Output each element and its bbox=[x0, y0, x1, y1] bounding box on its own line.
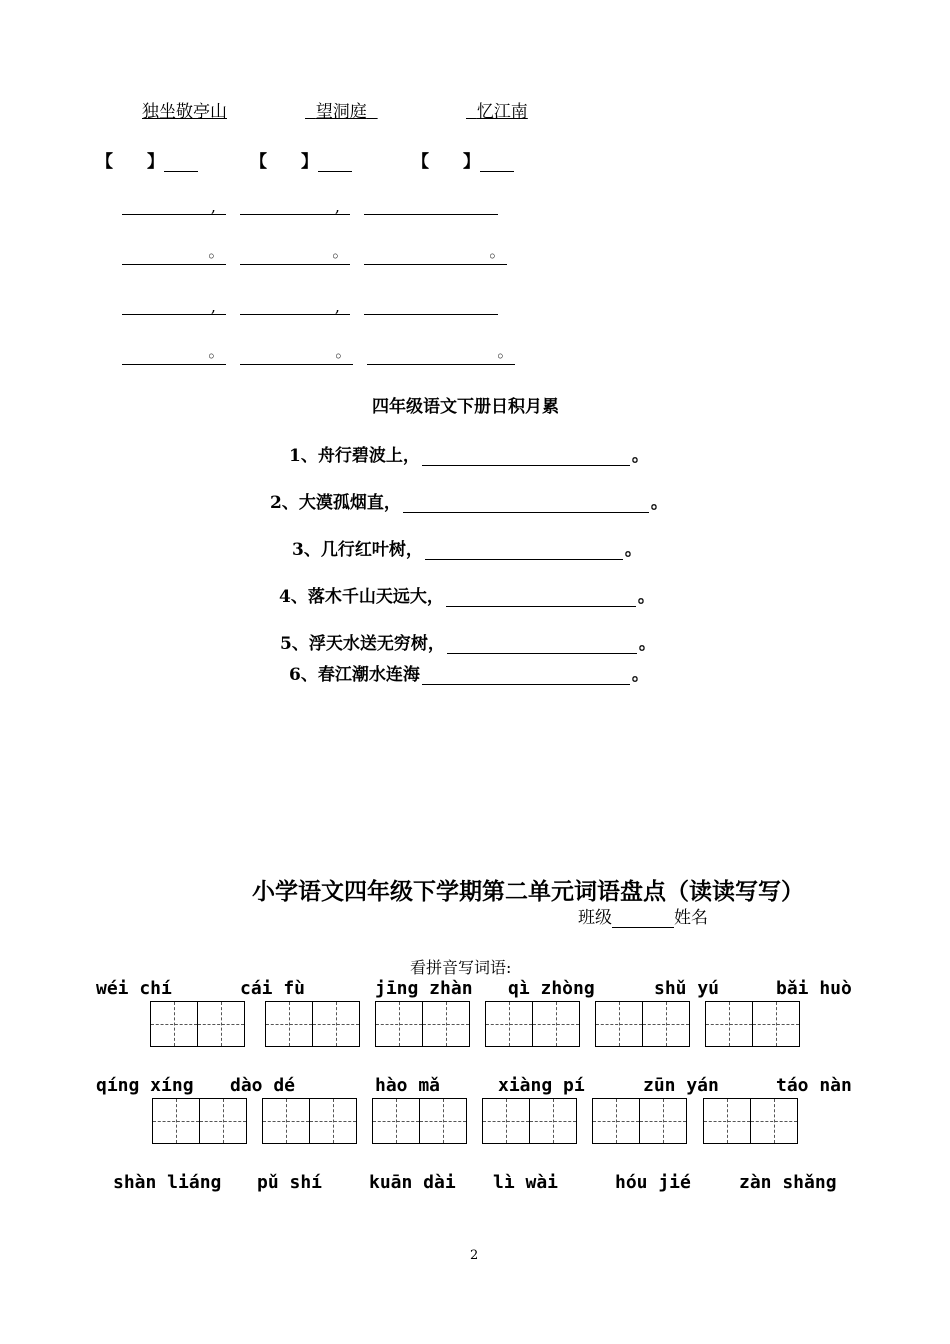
character-cell[interactable] bbox=[375, 1001, 423, 1047]
writing-box[interactable] bbox=[375, 1001, 470, 1047]
poem-blank[interactable]: , bbox=[240, 194, 350, 215]
author-bracket-2 bbox=[250, 147, 352, 172]
writing-box[interactable] bbox=[595, 1001, 690, 1047]
poem-blank[interactable] bbox=[364, 294, 498, 315]
writing-box[interactable] bbox=[262, 1098, 357, 1144]
poem-line-row-4 bbox=[122, 344, 529, 369]
period: 。 bbox=[638, 634, 656, 654]
pinyin: hóu jié bbox=[615, 1172, 691, 1193]
accumulation-blank[interactable] bbox=[425, 541, 623, 560]
character-cell[interactable] bbox=[482, 1098, 530, 1144]
period: 。 bbox=[637, 587, 655, 607]
poem-line-row-2 bbox=[122, 244, 521, 269]
character-cell[interactable] bbox=[529, 1098, 577, 1144]
character-cell[interactable] bbox=[750, 1098, 798, 1144]
pinyin: bǎi huò bbox=[776, 978, 852, 999]
instruction: 看拼音写词语: bbox=[410, 958, 512, 977]
writing-box[interactable] bbox=[265, 1001, 360, 1047]
poem-blank[interactable]: ◦ bbox=[364, 244, 507, 265]
pinyin: qì zhòng bbox=[508, 978, 595, 999]
poem-blank[interactable] bbox=[364, 194, 498, 215]
accumulation-text: 4、落木千山天远大， bbox=[279, 587, 444, 607]
accumulation-text: 2、大漠孤烟直， bbox=[270, 493, 401, 513]
character-cell[interactable] bbox=[312, 1001, 360, 1047]
accumulation-text: 6、春江潮水连海 bbox=[289, 665, 420, 685]
poem-title-3-text: 忆江南 bbox=[476, 102, 528, 122]
period: 。 bbox=[624, 540, 642, 560]
character-cell[interactable] bbox=[262, 1098, 310, 1144]
pinyin: táo nàn bbox=[776, 1075, 852, 1096]
class-name-line bbox=[578, 903, 708, 928]
period: 。 bbox=[631, 446, 649, 466]
accumulation-text: 3、几行红叶树， bbox=[292, 540, 423, 560]
writing-box[interactable] bbox=[703, 1098, 798, 1144]
pinyin: pǔ shí bbox=[257, 1172, 323, 1193]
character-cell[interactable] bbox=[265, 1001, 313, 1047]
poem-title-1: 独坐敬亭山 bbox=[142, 102, 227, 122]
poem-blank[interactable]: ◦ bbox=[240, 244, 350, 265]
bracket-close: 】 bbox=[463, 152, 480, 172]
pinyin: xiàng pí bbox=[498, 1075, 585, 1096]
writing-box[interactable] bbox=[372, 1098, 467, 1144]
poem-blank[interactable]: ◦ bbox=[367, 344, 515, 365]
author-bracket-1 bbox=[96, 147, 198, 172]
accumulation-blank[interactable] bbox=[447, 635, 637, 654]
character-cell[interactable] bbox=[642, 1001, 690, 1047]
pinyin: lì wài bbox=[493, 1172, 559, 1193]
pinyin: cái fù bbox=[240, 978, 306, 999]
pinyin: qíng xíng bbox=[96, 1075, 194, 1096]
character-cell[interactable] bbox=[752, 1001, 800, 1047]
character-cell[interactable] bbox=[199, 1098, 247, 1144]
author-bracket-3 bbox=[412, 147, 514, 172]
period: 。 bbox=[631, 665, 649, 685]
pinyin: shǔ yú bbox=[654, 978, 720, 999]
poem-blank[interactable]: ◦ bbox=[240, 344, 353, 365]
bracket-open: 【 bbox=[412, 152, 429, 172]
character-cell[interactable] bbox=[532, 1001, 580, 1047]
poem-blank[interactable]: , bbox=[122, 194, 226, 215]
bracket-open: 【 bbox=[96, 152, 113, 172]
pinyin: dào dé bbox=[230, 1075, 296, 1096]
unit-title: 小学语文四年级下学期第二单元词语盘点（读读写写） bbox=[252, 878, 804, 905]
name-label: 姓名 bbox=[674, 908, 708, 928]
character-cell[interactable] bbox=[703, 1098, 751, 1144]
accumulation-blank[interactable] bbox=[446, 588, 636, 607]
poem-title-3 bbox=[466, 97, 528, 122]
poem-title-2-text: 望洞庭 bbox=[315, 102, 367, 122]
class-label: 班级 bbox=[578, 908, 612, 928]
poem-blank[interactable]: , bbox=[122, 294, 226, 315]
pinyin: wéi chí bbox=[96, 978, 172, 999]
accumulation-blank[interactable] bbox=[422, 447, 630, 466]
character-cell[interactable] bbox=[485, 1001, 533, 1047]
character-cell[interactable] bbox=[595, 1001, 643, 1047]
character-cell[interactable] bbox=[419, 1098, 467, 1144]
poem-title-2 bbox=[305, 97, 378, 122]
period: 。 bbox=[650, 493, 668, 513]
accumulation-item-2 bbox=[270, 488, 668, 513]
accumulation-blank[interactable] bbox=[422, 666, 630, 685]
pinyin: jīng zhàn bbox=[375, 978, 473, 999]
poem-blank[interactable]: , bbox=[240, 294, 350, 315]
character-cell[interactable] bbox=[592, 1098, 640, 1144]
character-cell[interactable] bbox=[150, 1001, 198, 1047]
poem-blank[interactable]: ◦ bbox=[122, 344, 226, 365]
character-cell[interactable] bbox=[197, 1001, 245, 1047]
bracket-open: 【 bbox=[250, 152, 267, 172]
character-cell[interactable] bbox=[152, 1098, 200, 1144]
poem-line-row-1 bbox=[122, 194, 512, 219]
page-number: 2 bbox=[470, 1248, 479, 1263]
pinyin: hào mǎ bbox=[375, 1075, 441, 1096]
character-cell[interactable] bbox=[639, 1098, 687, 1144]
writing-box[interactable] bbox=[482, 1098, 577, 1144]
bracket-close: 】 bbox=[301, 152, 318, 172]
writing-box[interactable] bbox=[705, 1001, 800, 1047]
accumulation-blank[interactable] bbox=[403, 494, 649, 513]
pinyin: shàn liáng bbox=[113, 1172, 222, 1193]
pinyin: zūn yán bbox=[643, 1075, 719, 1096]
writing-box[interactable] bbox=[150, 1001, 245, 1047]
writing-box[interactable] bbox=[152, 1098, 247, 1144]
author-blank[interactable] bbox=[164, 153, 198, 172]
author-blank[interactable] bbox=[480, 153, 514, 172]
character-cell[interactable] bbox=[705, 1001, 753, 1047]
accumulation-item-3 bbox=[292, 535, 642, 560]
class-blank[interactable] bbox=[612, 911, 674, 928]
character-cell[interactable] bbox=[422, 1001, 470, 1047]
pinyin: zàn shǎng bbox=[739, 1172, 837, 1193]
accumulation-item-6 bbox=[289, 660, 649, 685]
poem-blank[interactable]: ◦ bbox=[122, 244, 226, 265]
writing-box[interactable] bbox=[592, 1098, 687, 1144]
character-cell[interactable] bbox=[372, 1098, 420, 1144]
poem-line-row-3 bbox=[122, 294, 512, 319]
bracket-close: 】 bbox=[147, 152, 164, 172]
writing-box[interactable] bbox=[485, 1001, 580, 1047]
author-blank[interactable] bbox=[318, 153, 352, 172]
accumulation-item-1 bbox=[289, 441, 649, 466]
accumulation-item-5 bbox=[280, 629, 656, 654]
pinyin: kuān dài bbox=[369, 1172, 456, 1193]
accumulation-text: 1、舟行碧波上， bbox=[289, 446, 420, 466]
character-cell[interactable] bbox=[309, 1098, 357, 1144]
accumulation-title: 四年级语文下册日积月累 bbox=[372, 397, 559, 417]
accumulation-item-4 bbox=[279, 582, 655, 607]
accumulation-text: 5、浮天水送无穷树， bbox=[280, 634, 445, 654]
